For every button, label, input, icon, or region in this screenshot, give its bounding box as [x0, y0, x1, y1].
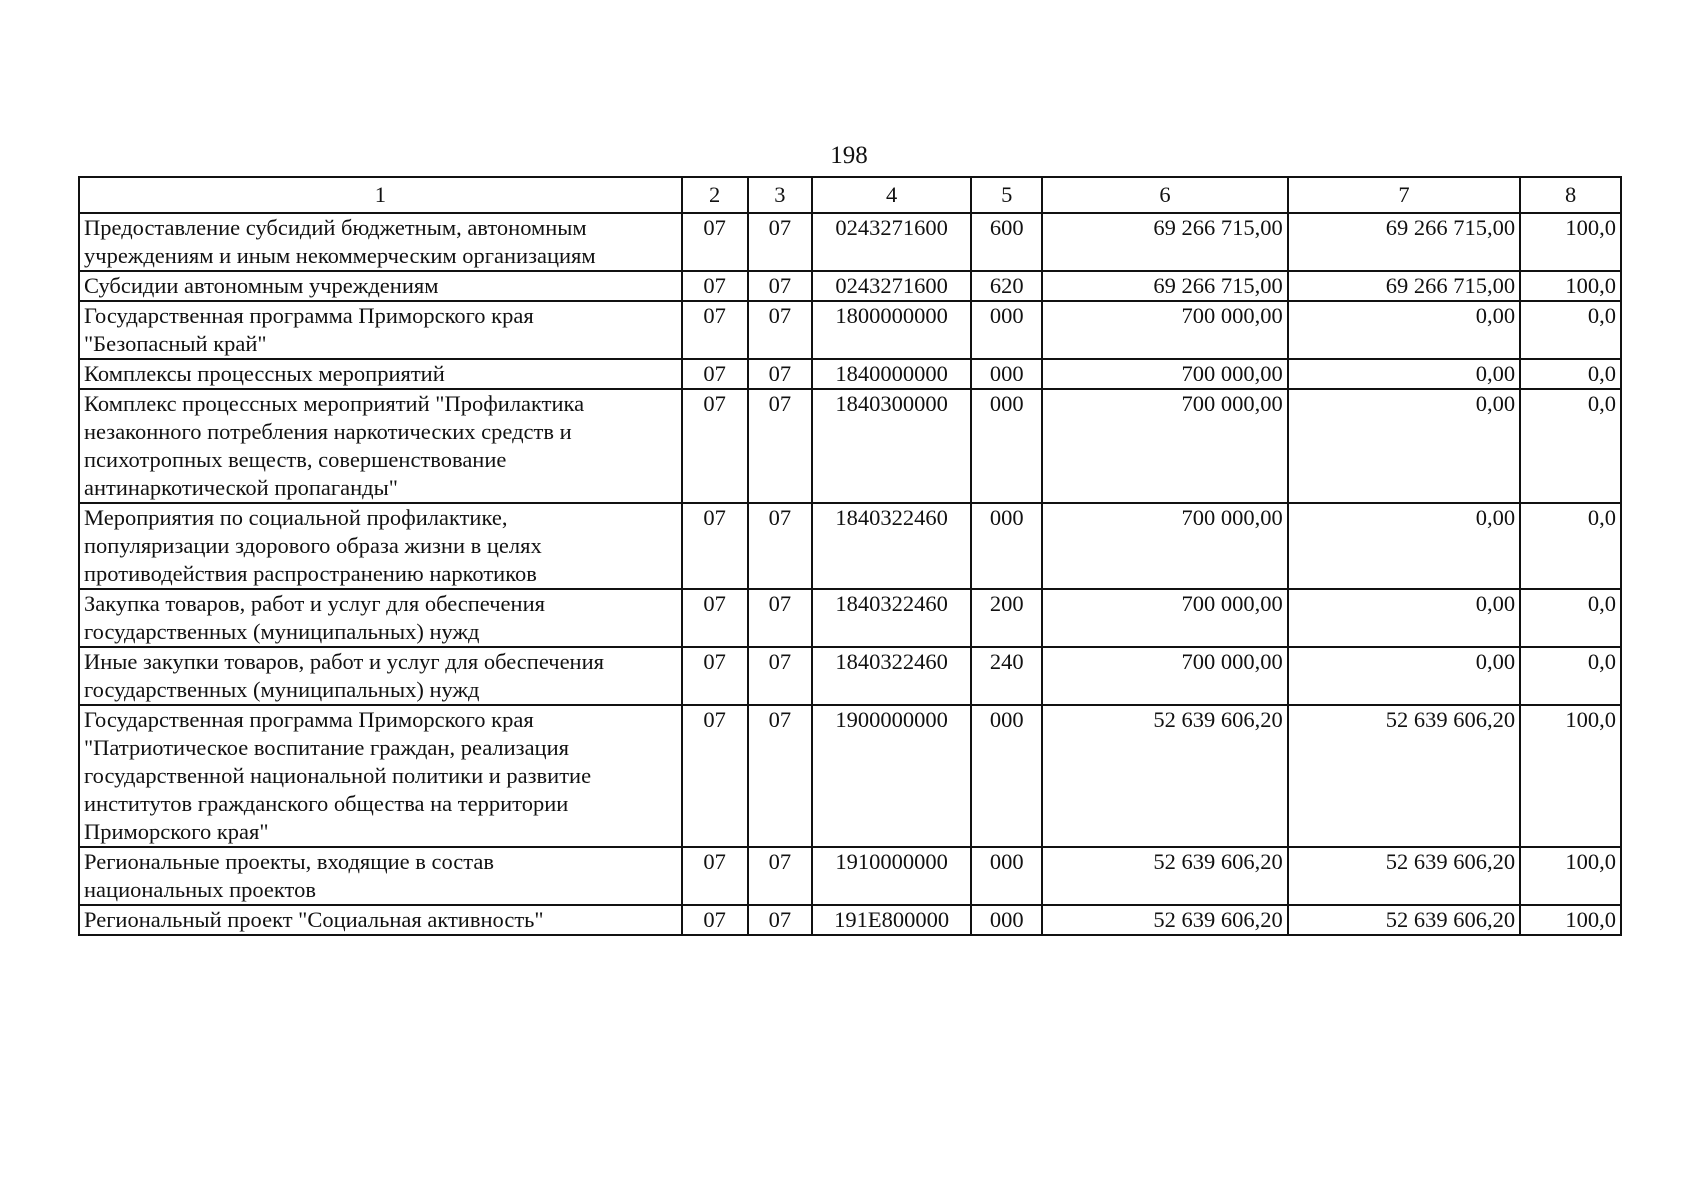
column-header-8: 8 [1520, 177, 1621, 213]
executed-amount: 0,00 [1288, 647, 1520, 705]
row-name-line: Приморского края" [84, 819, 269, 844]
execution-percent: 0,0 [1520, 647, 1621, 705]
expense-type-code: 000 [971, 905, 1042, 935]
column-header-3: 3 [748, 177, 813, 213]
row-name [79, 389, 682, 503]
target-article-code: 1910000000 [812, 847, 971, 905]
planned-amount: 700 000,00 [1042, 589, 1287, 647]
column-header-1: 1 [79, 177, 682, 213]
expense-type-code: 000 [971, 359, 1042, 389]
planned-amount: 52 639 606,20 [1042, 905, 1287, 935]
row-name-line: Региональные проекты, входящие в состав [84, 849, 494, 874]
column-header-6: 6 [1042, 177, 1287, 213]
target-article-code: 1840300000 [812, 389, 971, 503]
target-article-code: 1840322460 [812, 647, 971, 705]
target-article-code: 0243271600 [812, 213, 971, 271]
subsection-code: 07 [748, 359, 813, 389]
execution-percent: 100,0 [1520, 905, 1621, 935]
row-name-line: противодействия распространению наркотиков [84, 561, 537, 586]
executed-amount: 52 639 606,20 [1288, 905, 1520, 935]
expense-type-code: 000 [971, 705, 1042, 847]
table-row [79, 647, 1621, 705]
row-name-line: психотропных веществ, совершенствование [84, 447, 507, 472]
subsection-code: 07 [748, 905, 813, 935]
execution-percent: 100,0 [1520, 847, 1621, 905]
page-number: 198 [830, 142, 868, 169]
row-name-line: Мероприятия по социальной профилактике, [84, 505, 508, 530]
section-code: 07 [682, 213, 748, 271]
subsection-code: 07 [748, 271, 813, 301]
row-name [79, 647, 682, 705]
execution-percent: 0,0 [1520, 389, 1621, 503]
table-row [79, 389, 1621, 503]
row-name [79, 905, 682, 935]
row-name [79, 503, 682, 589]
section-code: 07 [682, 705, 748, 847]
execution-percent: 100,0 [1520, 271, 1621, 301]
section-code: 07 [682, 359, 748, 389]
planned-amount: 700 000,00 [1042, 359, 1287, 389]
subsection-code: 07 [748, 213, 813, 271]
section-code: 07 [682, 589, 748, 647]
subsection-code: 07 [748, 503, 813, 589]
table-row [79, 213, 1621, 271]
executed-amount: 52 639 606,20 [1288, 847, 1520, 905]
subsection-code: 07 [748, 301, 813, 359]
row-name-line: Региональный проект "Социальная активность" [84, 907, 544, 932]
planned-amount: 700 000,00 [1042, 647, 1287, 705]
execution-percent: 100,0 [1520, 213, 1621, 271]
table-row [79, 503, 1621, 589]
executed-amount: 52 639 606,20 [1288, 705, 1520, 847]
column-header-7: 7 [1288, 177, 1520, 213]
expense-type-code: 000 [971, 503, 1042, 589]
section-code: 07 [682, 301, 748, 359]
row-name [79, 359, 682, 389]
row-name-line: национальных проектов [84, 877, 316, 902]
row-name-line: незаконного потребления наркотических средств и [84, 419, 572, 444]
executed-amount: 0,00 [1288, 389, 1520, 503]
execution-percent: 0,0 [1520, 503, 1621, 589]
subsection-code: 07 [748, 389, 813, 503]
section-code: 07 [682, 271, 748, 301]
column-header-2: 2 [682, 177, 748, 213]
subsection-code: 07 [748, 647, 813, 705]
expense-type-code: 240 [971, 647, 1042, 705]
row-name [79, 271, 682, 301]
row-name [79, 213, 682, 271]
planned-amount: 52 639 606,20 [1042, 705, 1287, 847]
executed-amount: 69 266 715,00 [1288, 271, 1520, 301]
row-name-line: государственной национальной политики и развитие [84, 763, 592, 788]
target-article-code: 1840322460 [812, 589, 971, 647]
row-name-line: "Безопасный край" [84, 331, 267, 356]
table-row [79, 271, 1621, 301]
table-row [79, 905, 1621, 935]
section-code: 07 [682, 647, 748, 705]
column-number-row [79, 177, 1621, 213]
expense-type-code: 200 [971, 589, 1042, 647]
section-code: 07 [682, 905, 748, 935]
execution-percent: 100,0 [1520, 705, 1621, 847]
row-name-line: Государственная программа Приморского края [84, 707, 534, 732]
expense-type-code: 000 [971, 389, 1042, 503]
row-name-line: государственных (муниципальных) нужд [84, 619, 480, 644]
budget-table [78, 176, 1622, 936]
expense-type-code: 620 [971, 271, 1042, 301]
row-name-line: Государственная программа Приморского края [84, 303, 534, 328]
planned-amount: 69 266 715,00 [1042, 271, 1287, 301]
subsection-code: 07 [748, 847, 813, 905]
execution-percent: 0,0 [1520, 301, 1621, 359]
execution-percent: 0,0 [1520, 589, 1621, 647]
row-name-line: государственных (муниципальных) нужд [84, 677, 480, 702]
row-name-line: антинаркотической пропаганды" [84, 475, 398, 500]
target-article-code: 1900000000 [812, 705, 971, 847]
row-name [79, 847, 682, 905]
executed-amount: 69 266 715,00 [1288, 213, 1520, 271]
table-row [79, 359, 1621, 389]
subsection-code: 07 [748, 589, 813, 647]
executed-amount: 0,00 [1288, 503, 1520, 589]
executed-amount: 0,00 [1288, 359, 1520, 389]
table-row [79, 589, 1621, 647]
table-row [79, 847, 1621, 905]
row-name-line: учреждениям и иным некоммерческим организациям [84, 243, 596, 268]
row-name-line: "Патриотическое воспитание граждан, реализация [84, 735, 569, 760]
planned-amount: 700 000,00 [1042, 301, 1287, 359]
section-code: 07 [682, 389, 748, 503]
section-code: 07 [682, 503, 748, 589]
target-article-code: 1800000000 [812, 301, 971, 359]
target-article-code: 1840322460 [812, 503, 971, 589]
planned-amount: 52 639 606,20 [1042, 847, 1287, 905]
row-name-line: Иные закупки товаров, работ и услуг для обеспечения [84, 649, 604, 674]
expense-type-code: 000 [971, 301, 1042, 359]
row-name-line: популяризации здорового образа жизни в целях [84, 533, 542, 558]
subsection-code: 07 [748, 705, 813, 847]
row-name [79, 301, 682, 359]
planned-amount: 69 266 715,00 [1042, 213, 1287, 271]
row-name-line: Комплекс процессных мероприятий "Профилактика [84, 391, 585, 416]
table-row [79, 705, 1621, 847]
expense-type-code: 000 [971, 847, 1042, 905]
column-header-5: 5 [971, 177, 1042, 213]
executed-amount: 0,00 [1288, 301, 1520, 359]
column-header-4: 4 [812, 177, 971, 213]
planned-amount: 700 000,00 [1042, 389, 1287, 503]
row-name [79, 589, 682, 647]
executed-amount: 0,00 [1288, 589, 1520, 647]
table-body [79, 213, 1621, 935]
table-row [79, 301, 1621, 359]
row-name-line: Субсидии автономным учреждениям [84, 273, 439, 298]
row-name-line: Закупка товаров, работ и услуг для обеспечения [84, 591, 545, 616]
planned-amount: 700 000,00 [1042, 503, 1287, 589]
row-name-line: институтов гражданского общества на территории [84, 791, 569, 816]
target-article-code: 1840000000 [812, 359, 971, 389]
target-article-code: 0243271600 [812, 271, 971, 301]
row-name-line: Предоставление субсидий бюджетным, автономным [84, 215, 587, 240]
row-name-line: Комплексы процессных мероприятий [84, 361, 445, 386]
target-article-code: 191E800000 [812, 905, 971, 935]
row-name [79, 705, 682, 847]
section-code: 07 [682, 847, 748, 905]
expense-type-code: 600 [971, 213, 1042, 271]
execution-percent: 0,0 [1520, 359, 1621, 389]
